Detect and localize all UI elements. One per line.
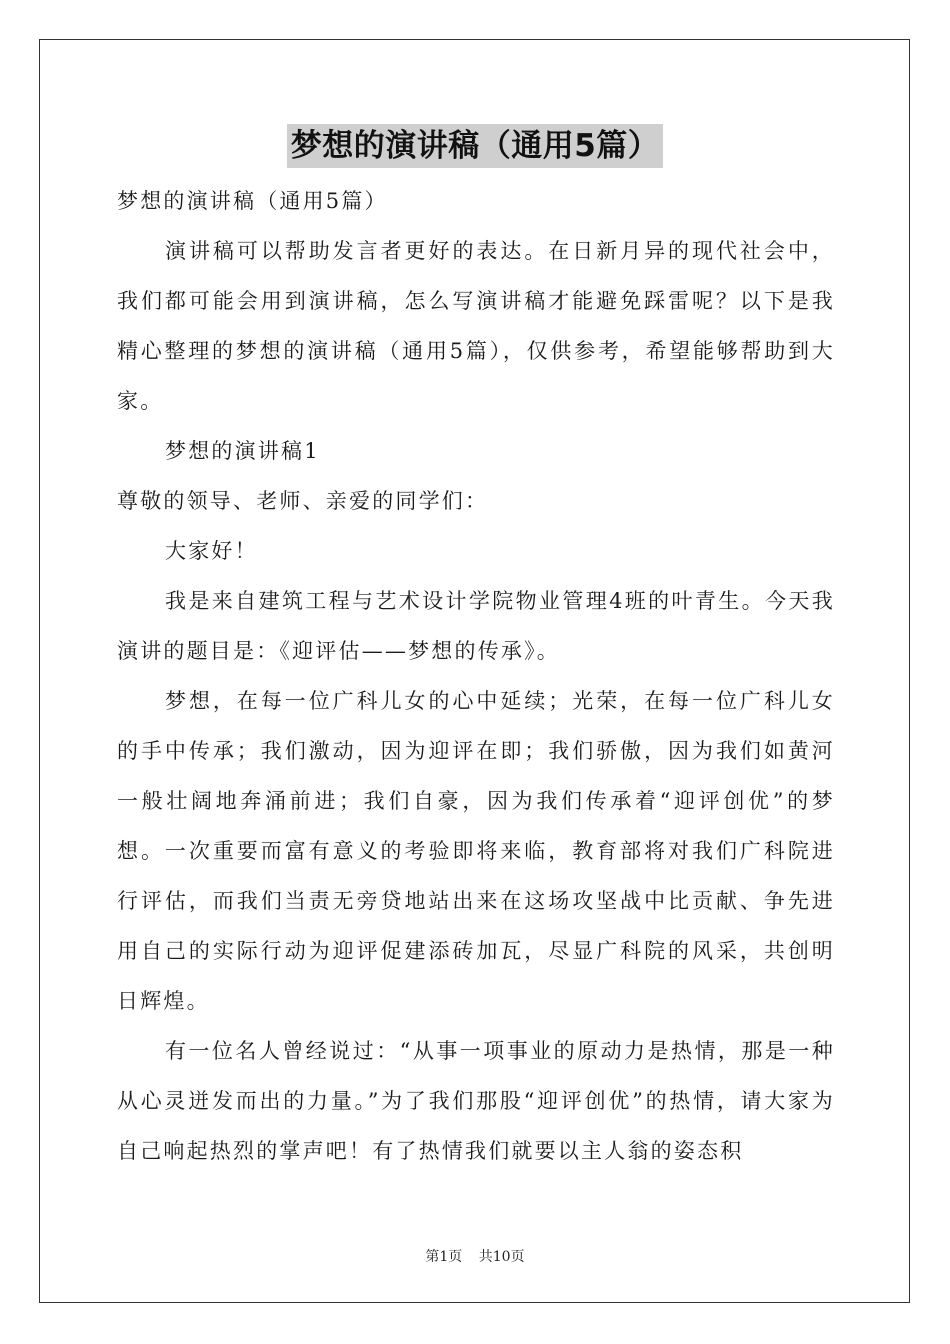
title-container <box>0 124 950 168</box>
paragraph: 有一位名人曾经说过：“从事一项事业的原动力是热情，那是一种从心灵迸发而出的力量。”为了我们那股“迎评创优”的热情，请大家为自己响起热烈的掌声吧！有了热情我们就要以主人翁的姿态积 <box>117 1039 835 1163</box>
paragraph: 大家好！ <box>165 539 258 563</box>
document-body <box>117 176 835 1176</box>
paragraph: 尊敬的领导、老师、亲爱的同学们： <box>117 489 489 513</box>
page-total: 共10页 <box>478 1249 525 1265</box>
paragraph: 梦想，在每一位广科儿女的心中延续；光荣，在每一位广科儿女的手中传承；我们激动，因为迎评在即；我们骄傲，因为我们如黄河一般壮阔地奔涌前进；我们自豪，因为我们传承着“迎评创优”的梦想。一次重要而富有意义的考验即将来临，教育部将对我们广科院进行评估，而我们当责无旁贷地站出来在这场攻坚战中比贡献、争先进用自己的实际行动为迎评促建添砖加瓦，尽显广科院的风采，共创明日辉煌。 <box>117 689 835 1013</box>
paragraph: 演讲稿可以帮助发言者更好的表达。在日新月异的现代社会中，我们都可能会用到演讲稿，怎么写演讲稿才能避免踩雷呢？以下是我精心整理的梦想的演讲稿（通用5篇），仅供参考，希望能够帮助到大家。 <box>117 239 835 413</box>
paragraph: 梦想的演讲稿1 <box>165 439 320 463</box>
document-title: 梦想的演讲稿（通用5篇） <box>287 124 664 168</box>
page-number: 第1页 <box>425 1249 463 1265</box>
page-footer <box>0 1246 950 1266</box>
paragraph: 梦想的演讲稿（通用5篇） <box>117 189 388 213</box>
paragraph: 我是来自建筑工程与艺术设计学院物业管理4班的叶青生。今天我演讲的题目是：《迎评估——梦想的传承》。 <box>117 589 835 663</box>
